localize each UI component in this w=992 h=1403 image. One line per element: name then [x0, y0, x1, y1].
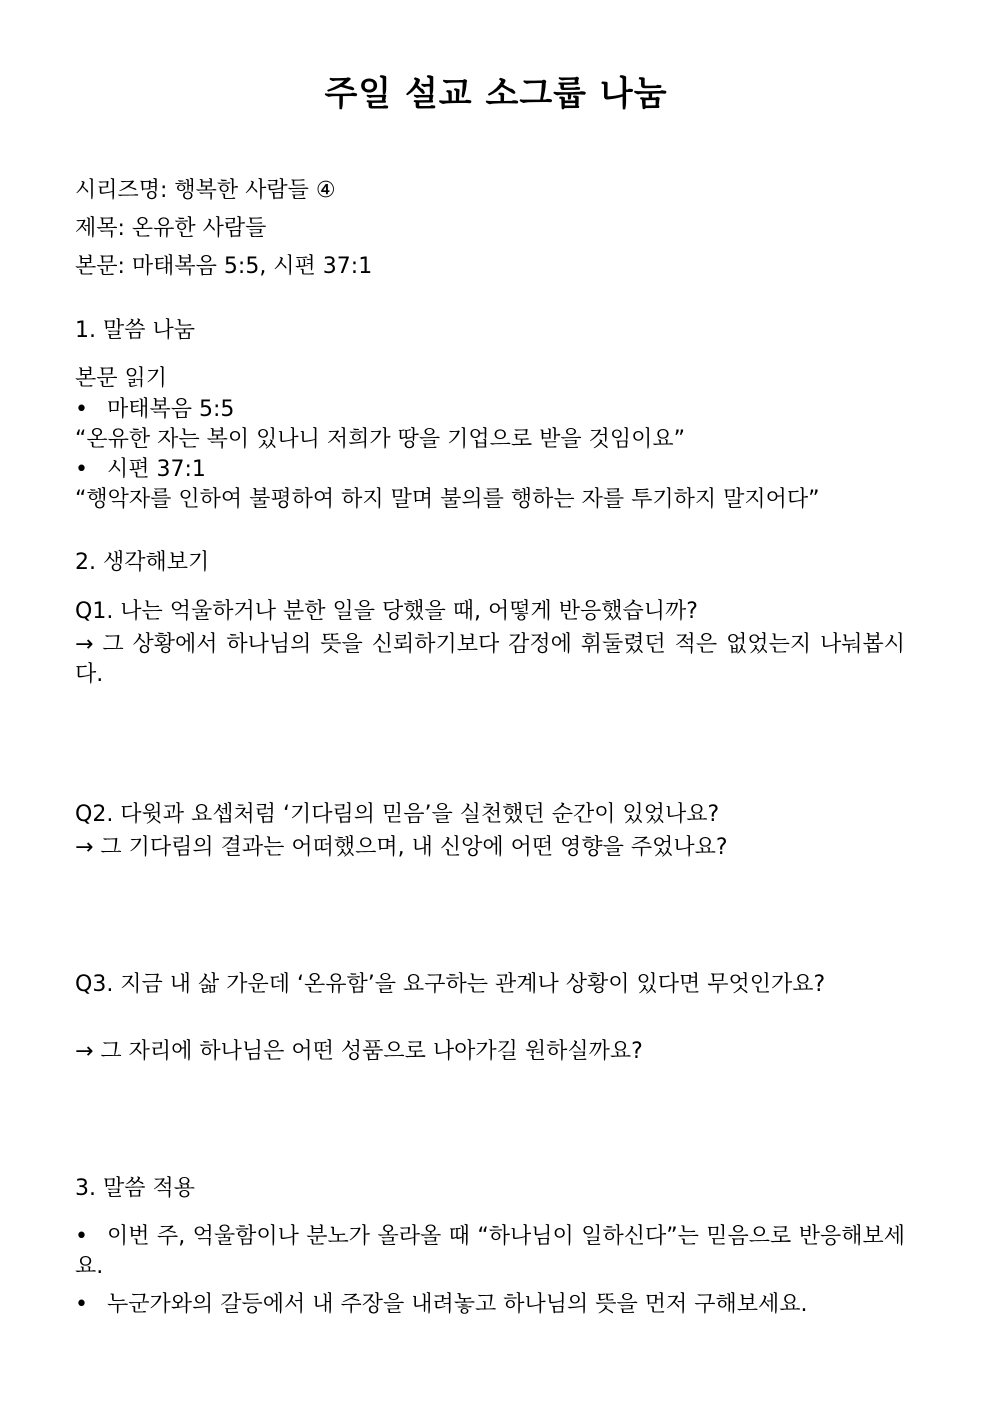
question-3-followup: → 그 자리에 하나님은 어떤 성품으로 나아가길 원하실까요? [75, 1039, 643, 1064]
scripture-quote-2: “행악자를 인하여 불평하여 하지 말며 불의를 행하는 자를 투기하지 말지어다” [75, 487, 820, 512]
question-1-followup: → 그 상황에서 하나님의 뜻을 신뢰하기보다 감정에 휘둘렸던 적은 없었는지 나눠봅시다. [75, 632, 905, 687]
bullet-mark: • [75, 1224, 88, 1249]
application-item-1-text: 이번 주, 억울함이나 분노가 올라올 때 “하나님이 일하신다”는 믿음으로 반응해보세요. [75, 1224, 905, 1279]
question-1: Q1. 나는 억울하거나 분한 일을 당했을 때, 어떻게 반응했습니까? [75, 599, 698, 624]
scripture-ref-1 [75, 395, 905, 425]
section1-heading: 1. 말씀 나눔 [75, 318, 195, 343]
bullet-mark: • [75, 397, 88, 422]
application-item-2 [75, 1290, 905, 1320]
sermon-passage: 본문: 마태복음 5:5, 시편 37:1 [75, 254, 373, 279]
reading-label: 본문 읽기 [75, 366, 168, 391]
application-item-2-text: 누군가와의 갈등에서 내 주장을 내려놓고 하나님의 뜻을 먼저 구해보세요. [107, 1292, 808, 1317]
scripture-ref-1-text: 마태복음 5:5 [107, 397, 235, 422]
scripture-ref-2-text: 시편 37:1 [107, 457, 206, 482]
page-title: 주일 설교 소그룹 나눔 [324, 74, 668, 114]
question-3: Q3. 지금 내 삶 가운데 ‘온유함’을 요구하는 관계나 상황이 있다면 무엇인가요? [75, 972, 826, 997]
section2-heading: 2. 생각해보기 [75, 550, 210, 575]
application-item-1 [75, 1222, 905, 1282]
question-2: Q2. 다윗과 요셉처럼 ‘기다림의 믿음’을 실천했던 순간이 있었나요? [75, 802, 720, 827]
question-2-followup: → 그 기다림의 결과는 어떠했으며, 내 신앙에 어떤 영향을 주었나요? [75, 835, 728, 860]
scripture-ref-2 [75, 455, 905, 485]
scripture-quote-1: “온유한 자는 복이 있나니 저희가 땅을 기업으로 받을 것임이요” [75, 427, 686, 452]
series-name: 시리즈명: 행복한 사람들 ④ [75, 178, 336, 203]
sermon-title: 제목: 온유한 사람들 [75, 216, 267, 241]
bullet-mark: • [75, 457, 88, 482]
section3-heading: 3. 말씀 적용 [75, 1176, 195, 1201]
bullet-mark: • [75, 1292, 88, 1317]
